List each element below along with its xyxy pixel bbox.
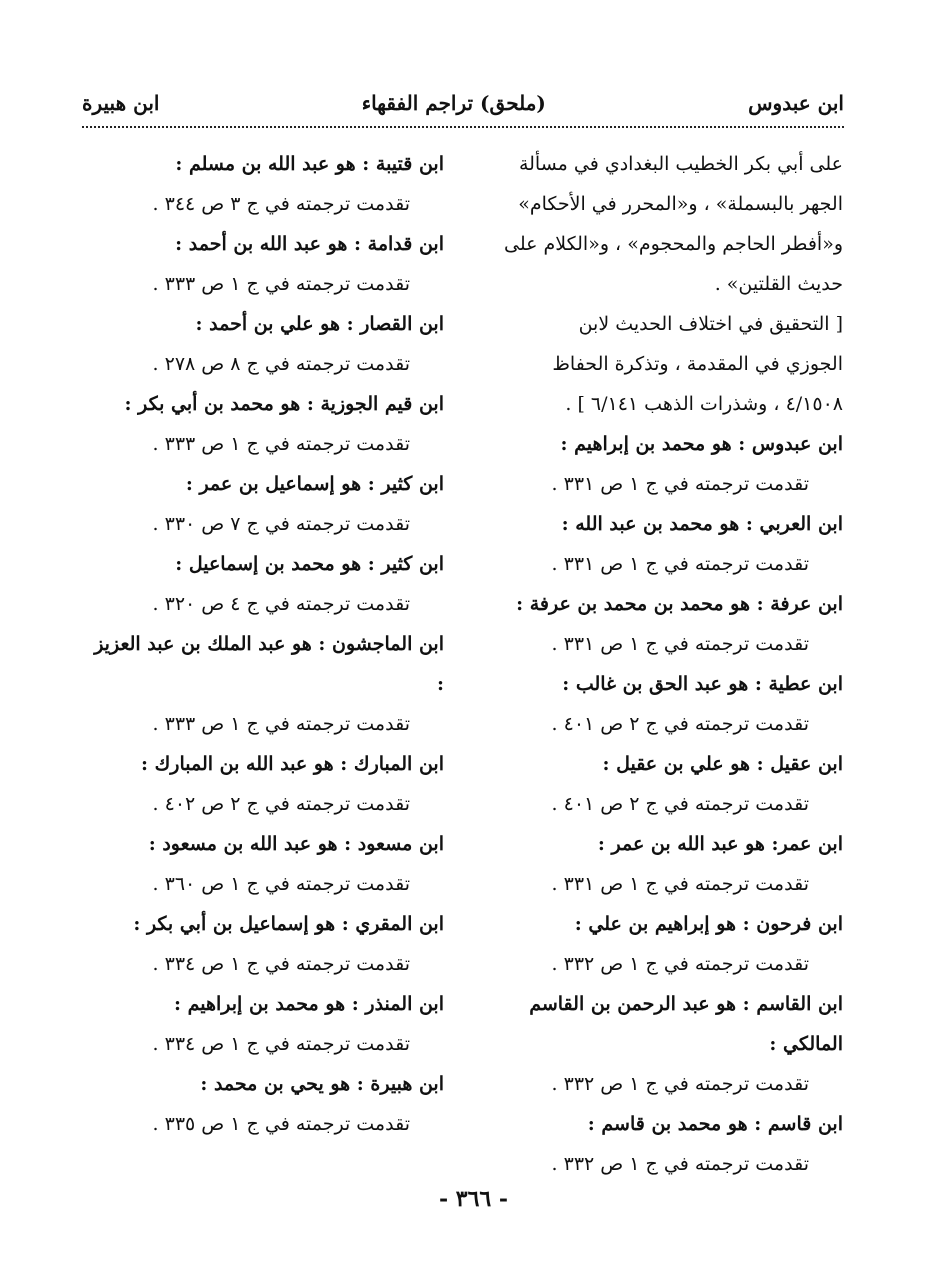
intro-line: [ التحقيق في اختلاف الحديث لابن (578, 313, 843, 335)
entry-heading: ابن قتيبة : هو عبد الله بن مسلم : (175, 153, 444, 175)
intro-line: الجهر بالبسملة» ، و«المحرر في الأحكام» (518, 193, 843, 215)
intro-line: الجوزي في المقدمة ، وتذكرة الحفاظ (552, 353, 843, 375)
entry-heading: ابن فرحون : هو إبراهيم بن علي : (574, 913, 843, 935)
entry-reference: تقدمت ترجمته في ج ٨ ص ٢٧٨ . (152, 353, 410, 375)
entry-heading: ابن كثير : هو محمد بن إسماعيل : (175, 553, 444, 575)
entry-heading: ابن كثير : هو إسماعيل بن عمر : (185, 473, 444, 495)
entry-reference: تقدمت ترجمته في ج ١ ص ٣٣٢ . (551, 953, 809, 975)
header-left-term: ابن هبيرة (82, 91, 160, 115)
entry-heading: ابن القاسم : هو عبد الرحمن بن القاسم المالكي : (529, 993, 843, 1055)
entry-reference: تقدمت ترجمته في ج ١ ص ٣٣٤ . (152, 1033, 410, 1055)
entry-heading: ابن قاسم : هو محمد بن قاسم : (587, 1113, 843, 1135)
entry-reference: تقدمت ترجمته في ج ٤ ص ٣٢٠ . (152, 593, 410, 615)
right-column (483, 144, 843, 1184)
page-number: - ٣٦٦ - (438, 1186, 509, 1212)
entry-reference: تقدمت ترجمته في ج ١ ص ٣٣٣ . (152, 713, 410, 735)
entry-reference: تقدمت ترجمته في ج ١ ص ٣٣١ . (551, 553, 809, 575)
intro-line: ٤/١٥٠٨ ، وشذرات الذهب ٦/١٤١ ] . (565, 393, 843, 415)
entry-reference: تقدمت ترجمته في ج ٢ ص ٤٠١ . (551, 713, 809, 735)
entry-reference: تقدمت ترجمته في ج ١ ص ٣٣٤ . (152, 953, 410, 975)
entry-reference: تقدمت ترجمته في ج ١ ص ٣٦٠ . (152, 873, 410, 895)
entry-heading: ابن عرفة : هو محمد بن محمد بن عرفة : (516, 593, 843, 615)
continued-entry-text (483, 144, 843, 424)
entry-reference: تقدمت ترجمته في ج ١ ص ٣٣١ . (551, 873, 809, 895)
entry-reference: تقدمت ترجمته في ج ١ ص ٣٣٥ . (152, 1113, 410, 1135)
left-column (84, 144, 444, 1144)
entry-heading: ابن الماجشون : هو عبد الملك بن عبد العزيز : (94, 633, 444, 695)
entry-reference: تقدمت ترجمته في ج ٢ ص ٤٠٢ . (152, 793, 410, 815)
header-title: (ملحق) تراجم الفقهاء (361, 91, 546, 115)
entry-reference: تقدمت ترجمته في ج ١ ص ٣٣٢ . (551, 1073, 809, 1095)
entry-heading: ابن عقيل : هو علي بن عقيل : (602, 753, 843, 775)
intro-line: على أبي بكر الخطيب البغدادي في مسألة (518, 153, 843, 175)
entry-reference: تقدمت ترجمته في ج ٢ ص ٤٠١ . (551, 793, 809, 815)
entry-reference: تقدمت ترجمته في ج ١ ص ٣٣١ . (551, 473, 809, 495)
entry-heading: ابن قدامة : هو عبد الله بن أحمد : (175, 233, 444, 255)
entry-reference: تقدمت ترجمته في ج ١ ص ٣٣٣ . (152, 433, 410, 455)
entry-reference: تقدمت ترجمته في ج ٣ ص ٣٤٤ . (152, 193, 410, 215)
entry-reference: تقدمت ترجمته في ج ١ ص ٣٣٣ . (152, 273, 410, 295)
entry-heading: ابن المنذر : هو محمد بن إبراهيم : (173, 993, 444, 1015)
entry-heading: ابن المقري : هو إسماعيل بن أبي بكر : (133, 913, 444, 935)
entry-heading: ابن العربي : هو محمد بن عبد الله : (561, 513, 843, 535)
entry-heading: ابن عطية : هو عبد الحق بن غالب : (562, 673, 843, 695)
entry-heading: ابن عبدوس : هو محمد بن إبراهيم : (560, 433, 843, 455)
header-right-term: ابن عبدوس (748, 91, 844, 115)
entry-heading: ابن المبارك : هو عبد الله بن المبارك : (141, 753, 444, 775)
running-header (82, 86, 844, 120)
intro-line: و«أفطر الحاجم والمحجوم» ، و«الكلام على (504, 233, 843, 255)
header-dotted-rule (82, 126, 844, 128)
entry-heading: ابن قيم الجوزية : هو محمد بن أبي بكر : (124, 393, 444, 415)
entry-reference: تقدمت ترجمته في ج ١ ص ٣٣٢ . (551, 1153, 809, 1175)
entry-reference: تقدمت ترجمته في ج ١ ص ٣٣١ . (551, 633, 809, 655)
entry-heading: ابن عمر: هو عبد الله بن عمر : (597, 833, 843, 855)
intro-line: حديث القلتين» . (714, 273, 843, 295)
entry-reference: تقدمت ترجمته في ج ٧ ص ٣٣٠ . (152, 513, 410, 535)
entry-heading: ابن مسعود : هو عبد الله بن مسعود : (148, 833, 444, 855)
entry-heading: ابن القصار : هو علي بن أحمد : (195, 313, 444, 335)
entry-heading: ابن هبيرة : هو يحي بن محمد : (200, 1073, 444, 1095)
